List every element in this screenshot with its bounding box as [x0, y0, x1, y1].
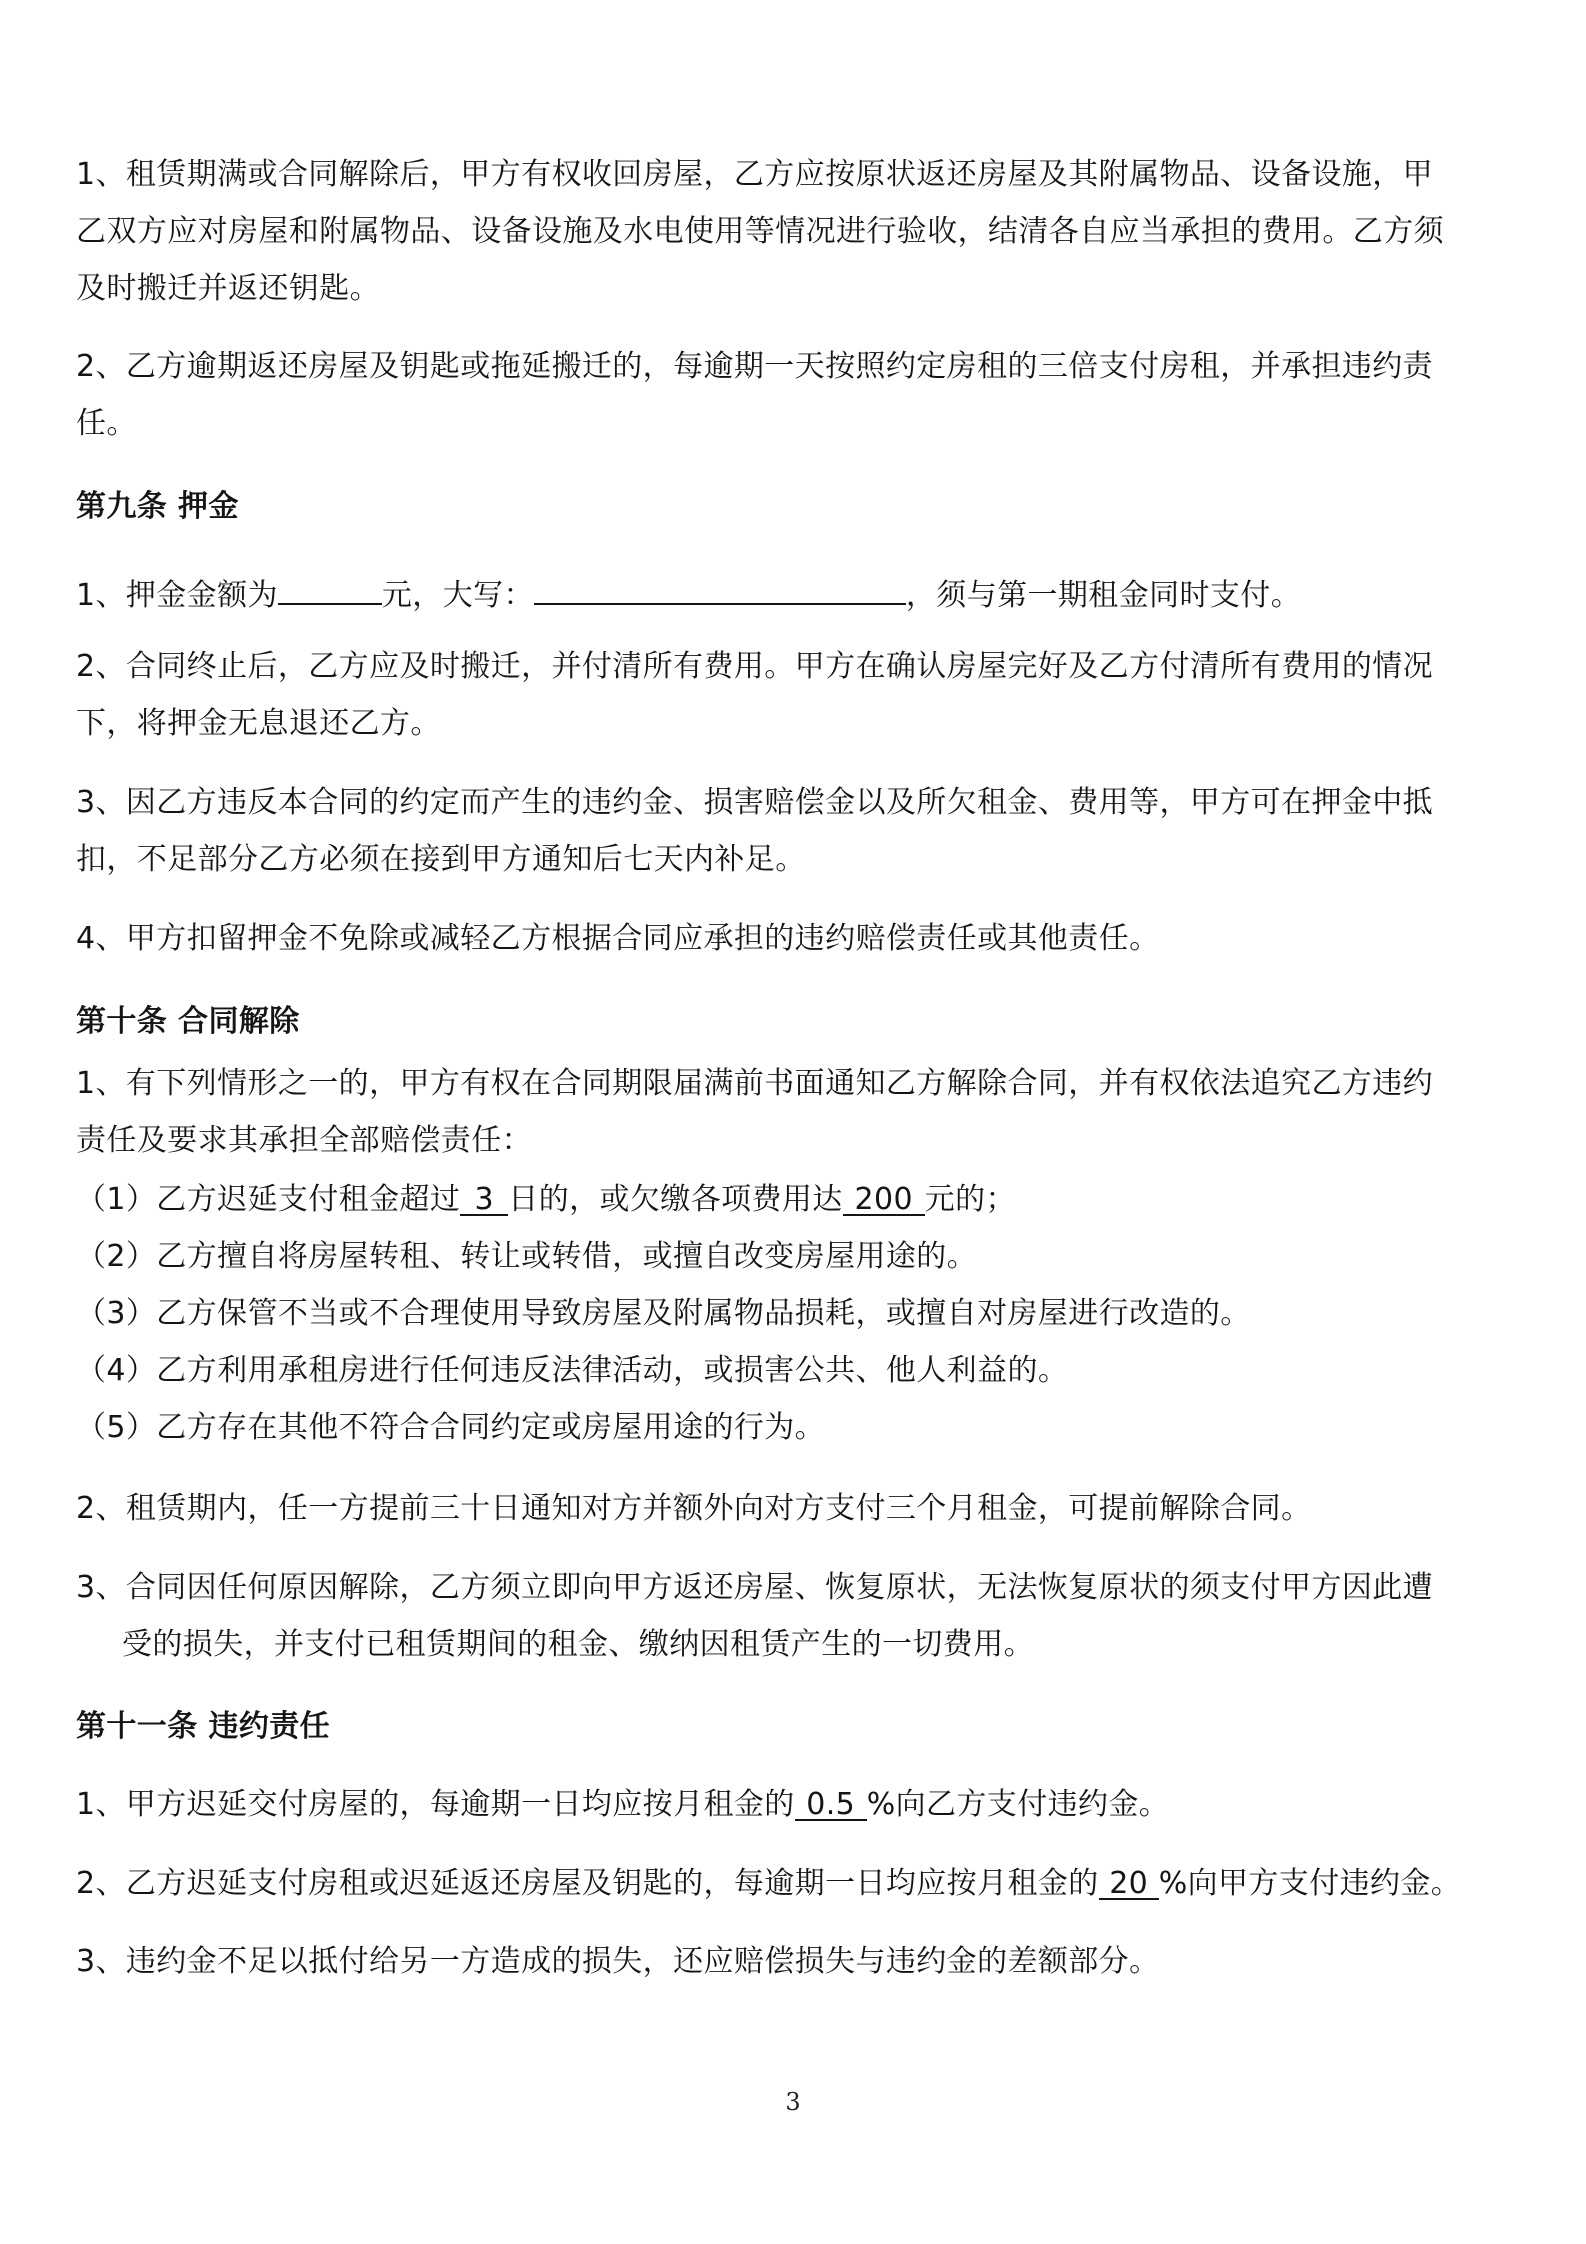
s9-clause4: 4、甲方扣留押金不免除或减轻乙方根据合同应承担的违约赔偿责任或其他责任。: [76, 921, 1160, 956]
s11-clause3: 3、违约金不足以抵付给另一方造成的损失，还应赔偿损失与违约金的差额部分。: [76, 1944, 1160, 1979]
page-number: 3: [785, 2088, 801, 2116]
s10-item5: （5）乙方存在其他不符合合同约定或房屋用途的行为。: [76, 1410, 826, 1445]
s11-clause1-text-b: %向乙方支付违约金。: [866, 1787, 1170, 1822]
s9-clause3-line1: 3、因乙方违反本合同的约定而产生的违约金、损害赔偿金以及所欠租金、费用等，甲方可在押金中抵: [76, 785, 1434, 820]
s8-clause1-line3: 及时搬迁并返还钥匙。: [76, 271, 380, 306]
s8-clause2-line2: 任。: [76, 406, 137, 441]
deposit-amount-blank[interactable]: [278, 569, 382, 605]
deposit-amount-words-blank[interactable]: [534, 569, 906, 605]
s11-clause2: [76, 1864, 1461, 1904]
s11-clause1: [76, 1785, 1169, 1825]
s8-clause2-line1: 2、乙方逾期返还房屋及钥匙或拖延搬迁的，每逾期一天按照约定房租的三倍支付房租，并承担违约责: [76, 349, 1434, 384]
s10-item1-text-a: （1）乙方迟延支付租金超过: [76, 1182, 461, 1217]
s10-item3: （3）乙方保管不当或不合理使用导致房屋及附属物品损耗，或擅自对房屋进行改造的。: [76, 1296, 1251, 1331]
s10-clause3-line1: 3、合同因任何原因解除，乙方须立即向甲方返还房屋、恢复原状，无法恢复原状的须支付甲方因此遭: [76, 1570, 1434, 1605]
delivery-penalty-rate-blank[interactable]: 0.5: [795, 1785, 867, 1821]
overdue-amount-blank[interactable]: 200: [843, 1180, 925, 1216]
s9-clause1-text-a: 1、押金金额为: [76, 578, 278, 613]
s11-clause2-text-b: %向甲方支付违约金。: [1158, 1866, 1462, 1901]
overdue-days-blank[interactable]: 3: [460, 1180, 508, 1216]
s10-clause1-line2: 责任及要求其承担全部赔偿责任：: [76, 1123, 532, 1158]
rent-penalty-rate-blank[interactable]: 20: [1099, 1864, 1159, 1900]
s9-clause2-line2: 下，将押金无息退还乙方。: [76, 706, 441, 741]
s10-item2: （2）乙方擅自将房屋转租、转让或转借，或擅自改变房屋用途的。: [76, 1239, 978, 1274]
s10-item1: [76, 1180, 1016, 1220]
s11-clause2-text-a: 2、乙方迟延支付房租或迟延返还房屋及钥匙的，每逾期一日均应按月租金的: [76, 1866, 1099, 1901]
s9-clause3-line2: 扣，不足部分乙方必须在接到甲方通知后七天内补足。: [76, 842, 806, 877]
s10-clause3-line2: 受的损失，并支付已租赁期间的租金、缴纳因租赁产生的一切费用。: [122, 1627, 1034, 1662]
section11-heading: 第十一条 违约责任: [76, 1709, 331, 1744]
s9-clause1-text-c: ，须与第一期租金同时支付。: [905, 578, 1302, 613]
s10-item1-text-c: 元的；: [924, 1182, 1016, 1217]
s9-clause1-text-b: 元，大写：: [381, 578, 534, 613]
s9-clause2-line1: 2、合同终止后，乙方应及时搬迁，并付清所有费用。甲方在确认房屋完好及乙方付清所有费用的情况: [76, 649, 1434, 684]
s8-clause1-line2: 乙双方应对房屋和附属物品、设备设施及水电使用等情况进行验收，结清各自应当承担的费用。乙方须: [76, 214, 1444, 249]
s11-clause1-text-a: 1、甲方迟延交付房屋的，每逾期一日均应按月租金的: [76, 1787, 795, 1822]
s10-clause1-line1: 1、有下列情形之一的，甲方有权在合同期限届满前书面通知乙方解除合同，并有权依法追究乙方违约: [76, 1066, 1434, 1101]
s10-item4: （4）乙方利用承租房进行任何违反法律活动，或损害公共、他人利益的。: [76, 1353, 1069, 1388]
s8-clause1-line1: 1、租赁期满或合同解除后，甲方有权收回房屋，乙方应按原状返还房屋及其附属物品、设备设施，甲: [76, 157, 1434, 192]
s10-clause2: 2、租赁期内，任一方提前三十日通知对方并额外向对方支付三个月租金，可提前解除合同。: [76, 1491, 1312, 1526]
s9-clause1: [76, 569, 1301, 616]
section9-heading: 第九条 押金: [76, 489, 239, 524]
s10-item1-text-b: 日的，或欠缴各项费用达: [508, 1182, 843, 1217]
section10-heading: 第十条 合同解除: [76, 1004, 300, 1039]
